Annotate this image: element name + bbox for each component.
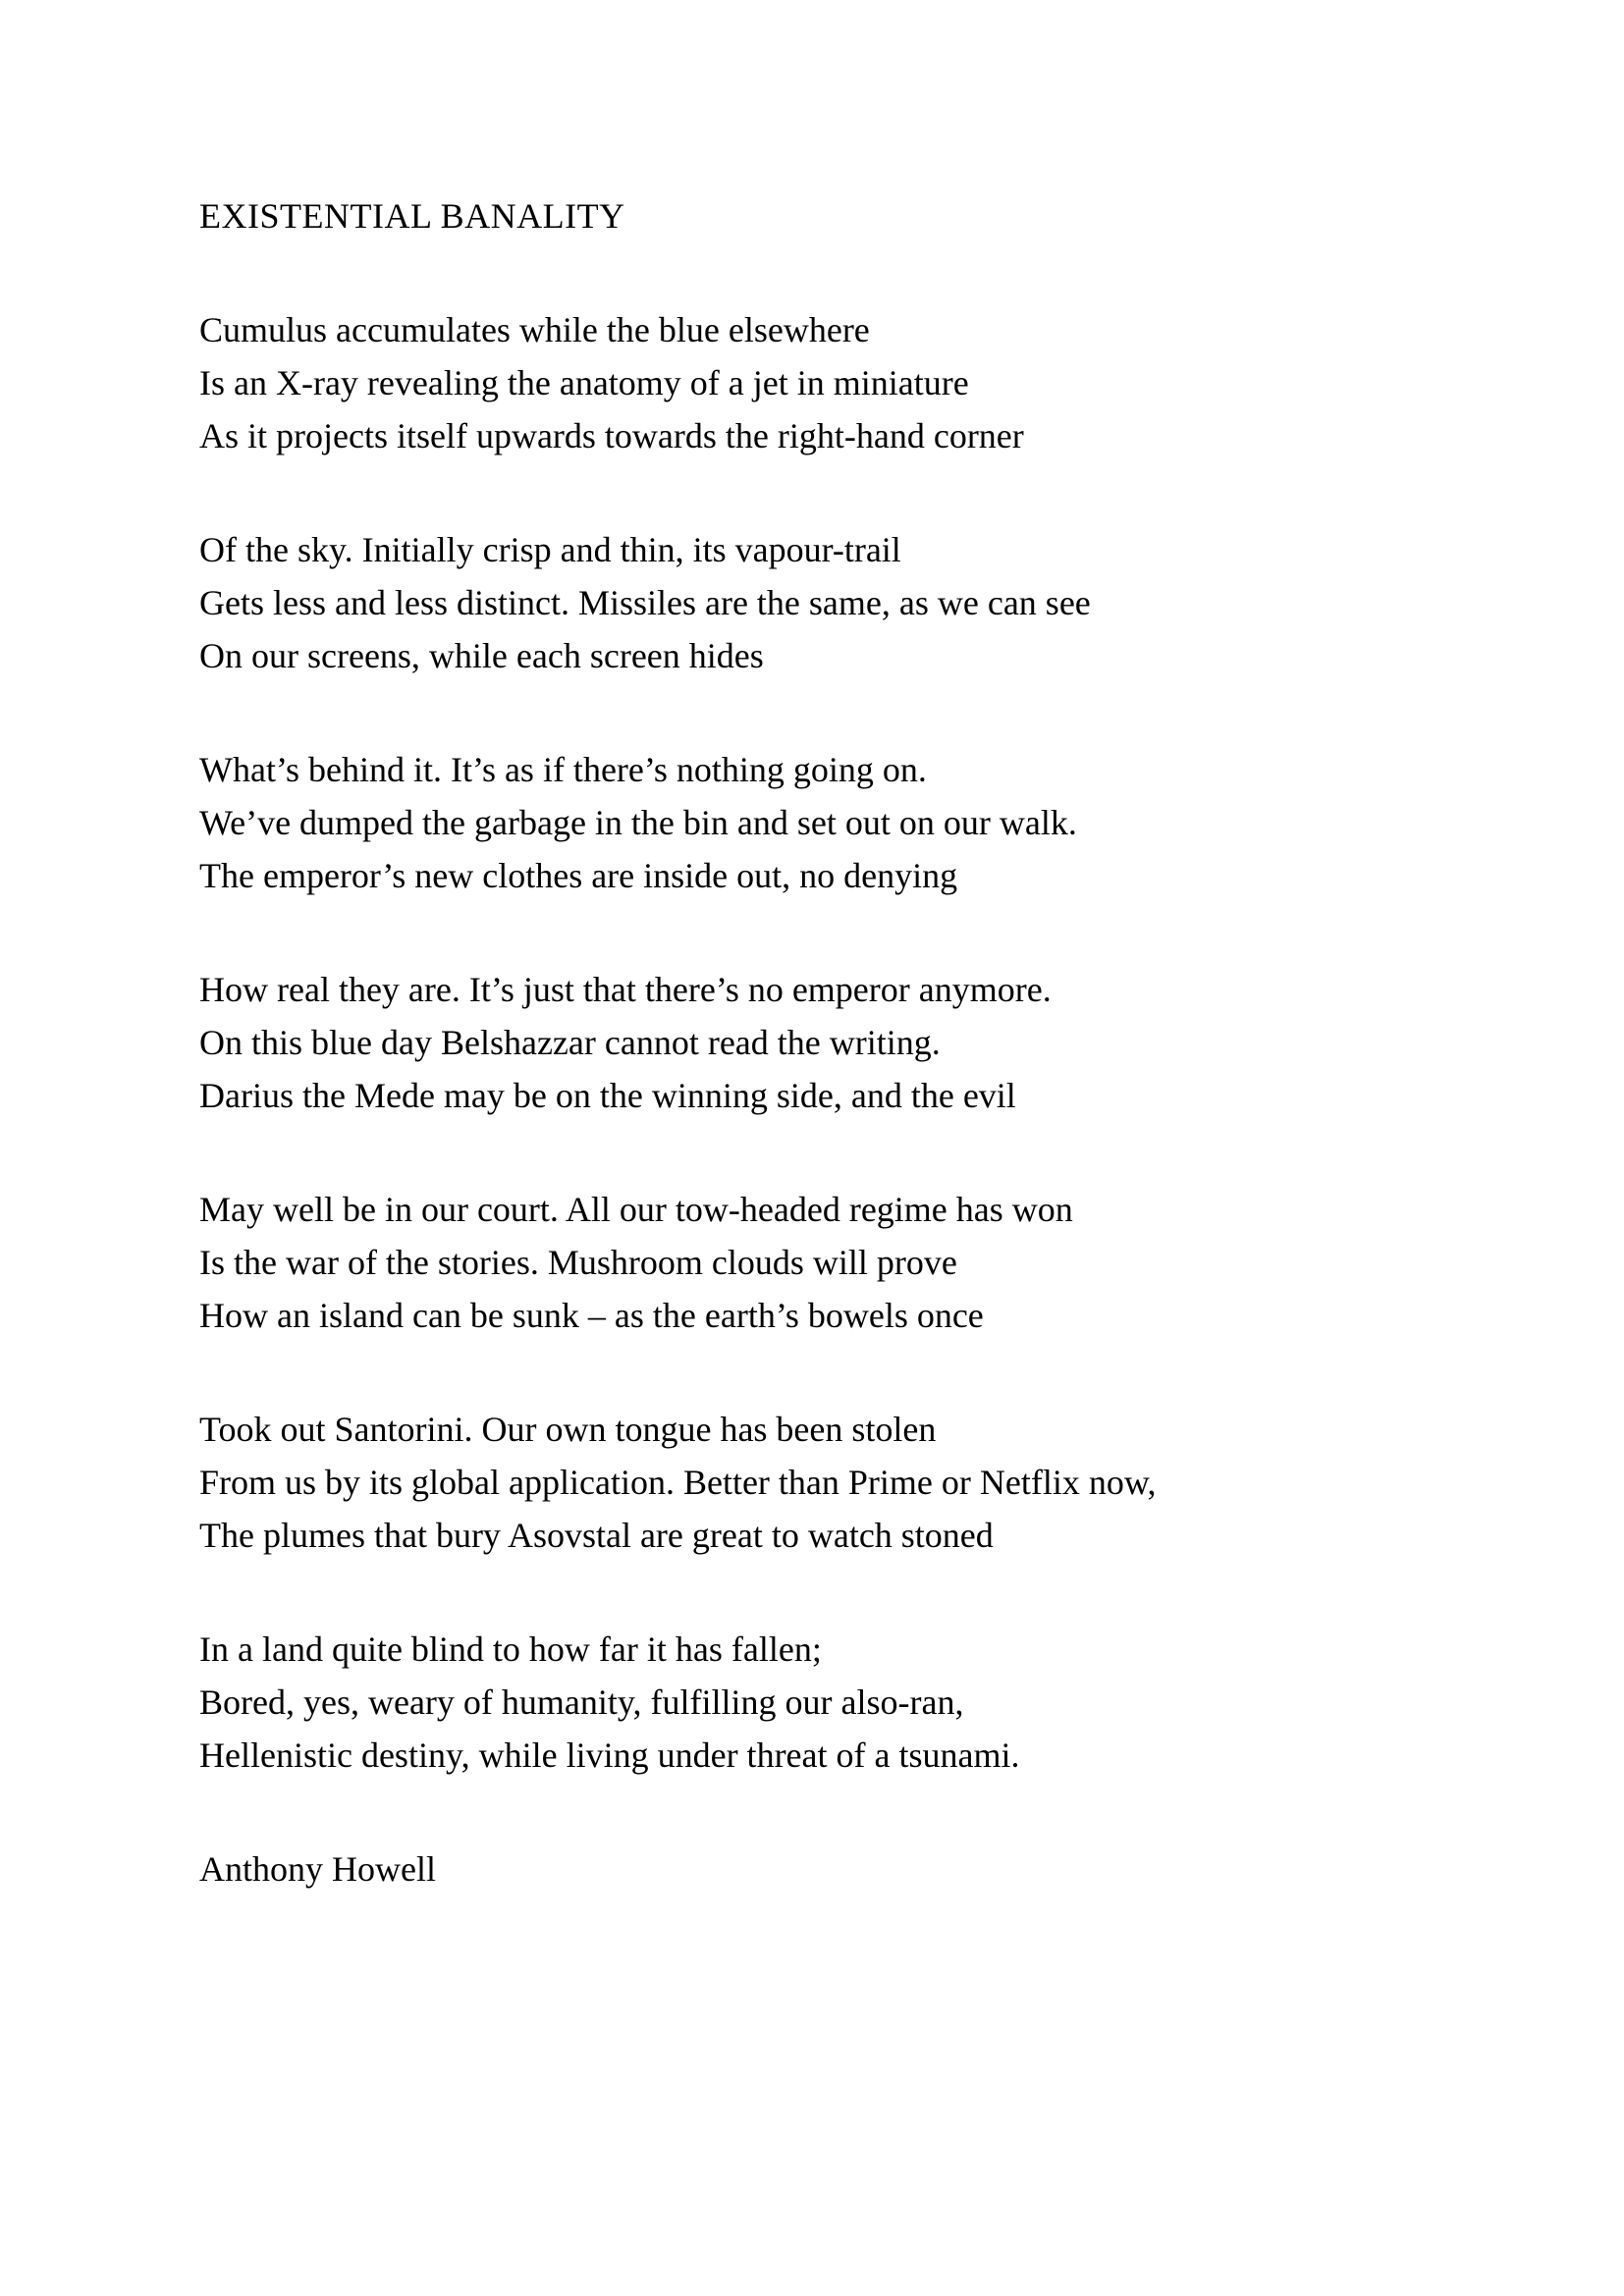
stanza-5: [199, 1183, 1157, 1342]
poem-line: We’ve dumped the garbage in the bin and set out on our walk.: [199, 803, 1077, 842]
poem-line: Bored, yes, weary of humanity, fulfilling our also-ran,: [199, 1682, 964, 1722]
stanza-7: [199, 1623, 1157, 1782]
poem-line: Gets less and less distinct. Missiles are the same, as we can see: [199, 583, 1091, 622]
poem-line: On our screens, while each screen hides: [199, 636, 764, 675]
stanza-2: [199, 523, 1157, 682]
poem-line: Is an X-ray revealing the anatomy of a jet in miniature: [199, 363, 969, 402]
poem-line: Darius the Mede may be on the winning side, and the evil: [199, 1076, 1016, 1115]
poem-line: Is the war of the stories. Mushroom clouds will prove: [199, 1243, 957, 1282]
author-name: Anthony Howell: [199, 1849, 436, 1889]
poem-line: From us by its global application. Better than Prime or Netflix now,: [199, 1463, 1157, 1502]
poem-line: Cumulus accumulates while the blue elsewhere: [199, 310, 870, 349]
poem-line: How an island can be sunk – as the earth’s bowels once: [199, 1296, 984, 1335]
poem-line: May well be in our court. All our tow-headed regime has won: [199, 1190, 1073, 1229]
stanza-6: [199, 1403, 1157, 1562]
poem-line: The emperor’s new clothes are inside out, no denying: [199, 856, 958, 895]
poem-line: The plumes that bury Asovstal are great to watch stoned: [199, 1516, 994, 1555]
poem: [199, 189, 1157, 1896]
stanza-4: [199, 963, 1157, 1122]
stanza-1: [199, 303, 1157, 462]
poem-title: EXISTENTIAL BANALITY: [199, 196, 625, 236]
poem-line: On this blue day Belshazzar cannot read the writing.: [199, 1023, 941, 1062]
poem-line: Took out Santorini. Our own tongue has been stolen: [199, 1410, 937, 1449]
stanza-3: [199, 743, 1157, 902]
poem-line: Of the sky. Initially crisp and thin, its vapour-trail: [199, 530, 901, 569]
poem-line: Hellenistic destiny, while living under threat of a tsunami.: [199, 1735, 1020, 1775]
poem-line: As it projects itself upwards towards the right-hand corner: [199, 416, 1024, 455]
poem-line: How real they are. It’s just that there’s no emperor anymore.: [199, 970, 1052, 1009]
poem-line: In a land quite blind to how far it has fallen;: [199, 1629, 822, 1669]
poem-line: What’s behind it. It’s as if there’s nothing going on.: [199, 750, 927, 789]
